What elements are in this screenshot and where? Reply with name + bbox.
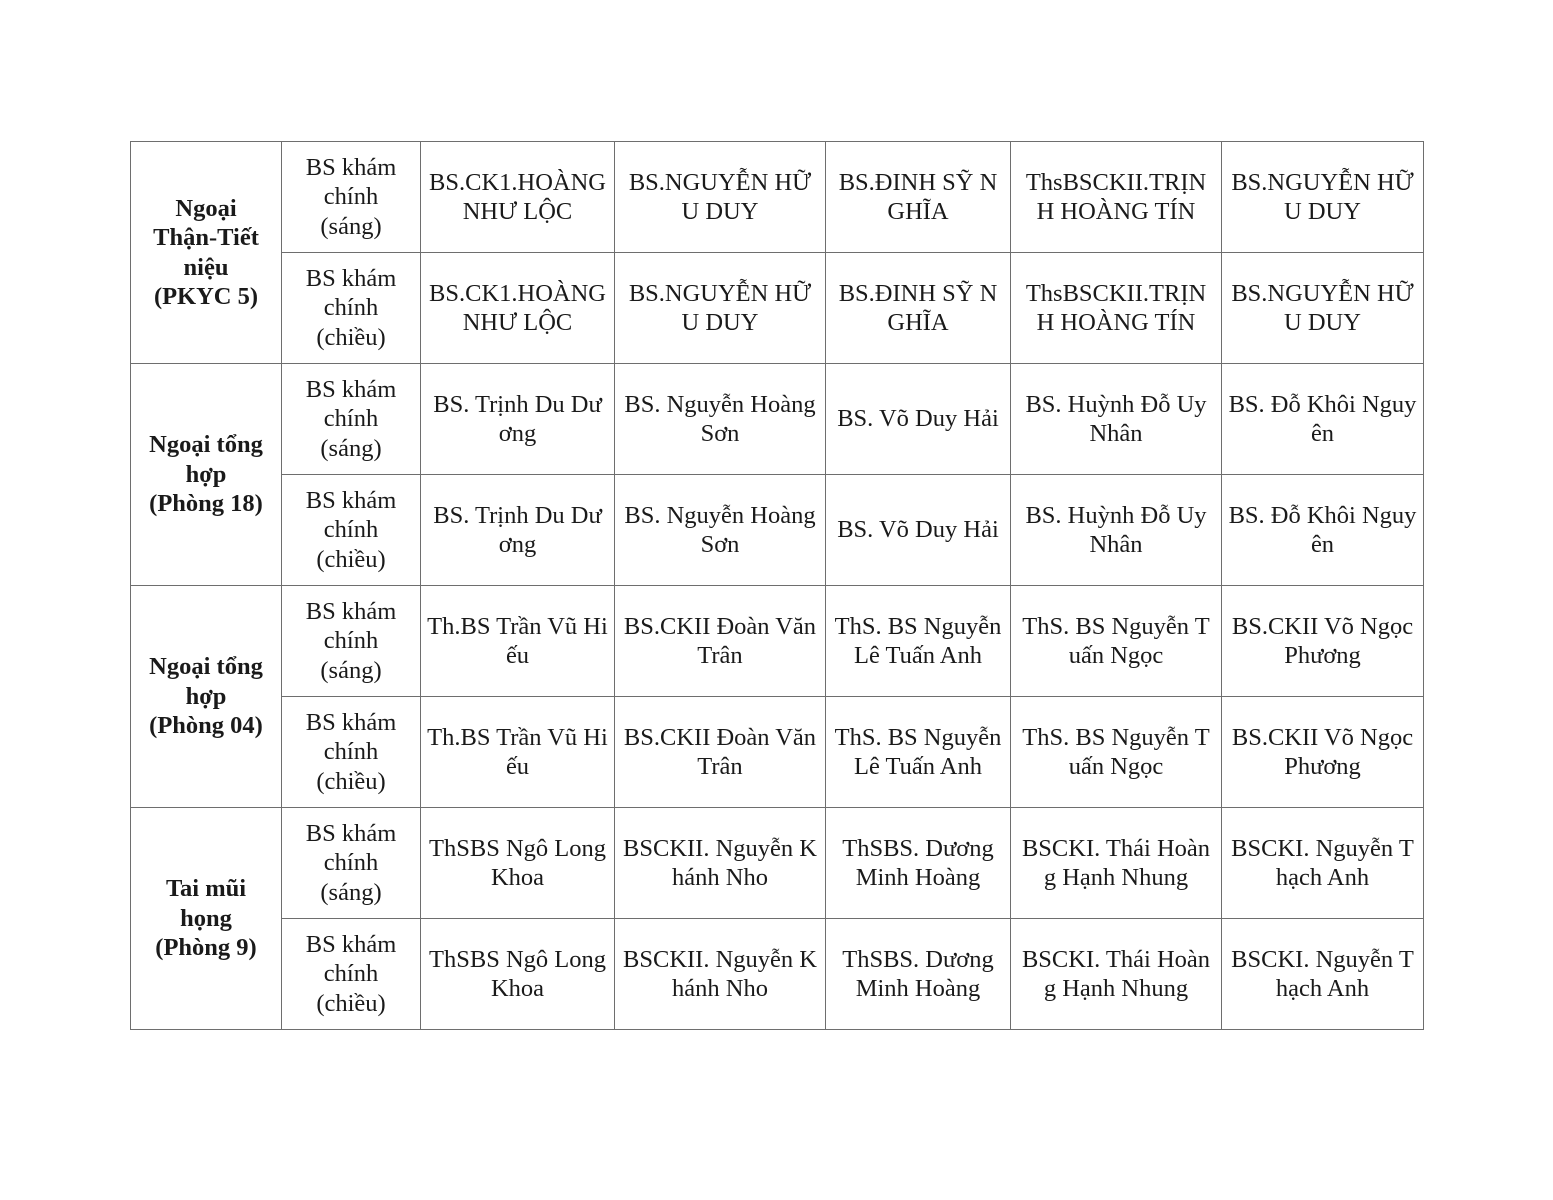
doctor-name: BSCKII. Nguyễn Khánh Nho: [623, 945, 817, 1002]
department-label: Ngoại tổng hợp (Phòng 18): [149, 431, 263, 518]
doctor-name: BS.CKII Võ Ngọc Phương: [1231, 723, 1414, 780]
schedule-table: [130, 141, 1424, 1030]
shift-label: BS khám chính (sáng): [305, 597, 397, 684]
doctor-cell: [1011, 142, 1222, 253]
doctor-cell: [421, 142, 615, 253]
doctor-name: BSCKI. Thái Hoàng Hạnh Nhung: [1021, 834, 1211, 891]
table-row: [131, 808, 1424, 919]
shift-label: BS khám chính (sáng): [305, 375, 397, 462]
doctor-cell: [1011, 253, 1222, 364]
doctor-name: BSCKI. Nguyễn Thạch Anh: [1231, 834, 1414, 891]
doctor-name: ThsBSCKII.TRỊNH HOÀNG TÍN: [1025, 168, 1207, 225]
doctor-cell: [826, 808, 1011, 919]
shift-cell: [282, 808, 421, 919]
department-cell: [131, 142, 282, 364]
doctor-name: ThS. BS Nguyễn Tuấn Ngọc: [1022, 723, 1210, 780]
doctor-name: BS.NGUYỄN HỮU DUY: [1231, 279, 1414, 336]
shift-cell: [282, 253, 421, 364]
table-row: [131, 697, 1424, 808]
doctor-cell: [421, 919, 615, 1030]
department-label: Ngoại Thận-Tiết niệu (PKYC 5): [153, 194, 259, 310]
doctor-cell: [826, 697, 1011, 808]
shift-cell: [282, 142, 421, 253]
doctor-cell: [826, 586, 1011, 697]
doctor-cell: [1222, 919, 1424, 1030]
doctor-name: BS. Võ Duy Hải: [837, 405, 999, 433]
doctor-name: BSCKI. Thái Hoàng Hạnh Nhung: [1021, 945, 1211, 1002]
schedule-body: [131, 142, 1424, 1030]
doctor-name: BS.CK1.HOÀNG NHƯ LỘC: [429, 279, 606, 336]
doctor-cell: [1011, 808, 1222, 919]
doctor-name: ThS. BS Nguyễn Tuấn Ngọc: [1022, 612, 1210, 669]
doctor-name: ThSBS Ngô Long Khoa: [429, 945, 606, 1002]
table-row: [131, 475, 1424, 586]
shift-label: BS khám chính (chiều): [305, 708, 397, 795]
table-row: [131, 364, 1424, 475]
shift-cell: [282, 475, 421, 586]
doctor-cell: [421, 808, 615, 919]
doctor-name: BS. Huỳnh Đỗ Uy Nhân: [1025, 501, 1207, 558]
table-row: [131, 253, 1424, 364]
doctor-name: BS.CK1.HOÀNG NHƯ LỘC: [429, 168, 606, 225]
doctor-cell: [615, 475, 826, 586]
doctor-name: BS.CKII Đoàn Văn Trân: [623, 723, 817, 780]
doctor-name: BS. Đỗ Khôi Nguyên: [1228, 390, 1417, 447]
department-label: Tai mũi họng (Phòng 9): [155, 875, 257, 962]
department-cell: [131, 808, 282, 1030]
doctor-cell: [1222, 253, 1424, 364]
doctor-cell: [615, 919, 826, 1030]
department-label: Ngoại tổng hợp (Phòng 04): [149, 653, 263, 740]
doctor-name: BS.ĐINH SỸ NGHĨA: [838, 168, 998, 225]
doctor-cell: [1222, 697, 1424, 808]
doctor-cell: [826, 364, 1011, 475]
table-row: [131, 586, 1424, 697]
shift-cell: [282, 697, 421, 808]
doctor-name: BS. Võ Duy Hải: [837, 516, 999, 544]
doctor-name: ThS. BS Nguyễn Lê Tuấn Anh: [834, 723, 1002, 780]
doctor-name: BS. Nguyễn Hoàng Sơn: [624, 501, 816, 558]
doctor-cell: [1222, 142, 1424, 253]
doctor-cell: [1011, 919, 1222, 1030]
doctor-cell: [1222, 475, 1424, 586]
shift-cell: [282, 919, 421, 1030]
doctor-cell: [615, 808, 826, 919]
doctor-cell: [615, 586, 826, 697]
doctor-cell: [826, 142, 1011, 253]
doctor-name: ThS. BS Nguyễn Lê Tuấn Anh: [834, 612, 1002, 669]
doctor-name: BSCKII. Nguyễn Khánh Nho: [623, 834, 817, 891]
doctor-cell: [1222, 364, 1424, 475]
doctor-name: ThSBS. Dương Minh Hoàng: [842, 945, 994, 1002]
doctor-name: ThSBS Ngô Long Khoa: [429, 834, 606, 891]
doctor-cell: [615, 142, 826, 253]
shift-label: BS khám chính (chiều): [305, 930, 397, 1017]
doctor-cell: [421, 253, 615, 364]
doctor-name: BS. Trịnh Du Dương: [433, 390, 602, 447]
doctor-cell: [615, 364, 826, 475]
doctor-cell: [421, 586, 615, 697]
doctor-name: BS. Huỳnh Đỗ Uy Nhân: [1025, 390, 1207, 447]
doctor-cell: [826, 253, 1011, 364]
doctor-name: BS.NGUYỄN HỮU DUY: [1231, 168, 1414, 225]
shift-label: BS khám chính (chiều): [305, 264, 397, 351]
doctor-cell: [421, 475, 615, 586]
shift-label: BS khám chính (sáng): [305, 819, 397, 906]
department-cell: [131, 364, 282, 586]
shift-cell: [282, 586, 421, 697]
doctor-cell: [615, 253, 826, 364]
doctor-name: ThSBS. Dương Minh Hoàng: [842, 834, 994, 891]
doctor-name: ThsBSCKII.TRỊNH HOÀNG TÍN: [1025, 279, 1207, 336]
department-cell: [131, 586, 282, 808]
doctor-name: Th.BS Trần Vũ Hiếu: [427, 723, 608, 780]
doctor-name: BSCKI. Nguyễn Thạch Anh: [1231, 945, 1414, 1002]
doctor-name: BS.NGUYỄN HỮU DUY: [628, 168, 812, 225]
doctor-cell: [421, 697, 615, 808]
doctor-cell: [1222, 808, 1424, 919]
doctor-cell: [1011, 364, 1222, 475]
shift-cell: [282, 364, 421, 475]
table-row: [131, 142, 1424, 253]
doctor-cell: [1222, 586, 1424, 697]
shift-label: BS khám chính (chiều): [305, 486, 397, 573]
doctor-name: BS.CKII Võ Ngọc Phương: [1231, 612, 1414, 669]
doctor-cell: [1011, 475, 1222, 586]
doctor-cell: [1011, 586, 1222, 697]
doctor-cell: [826, 919, 1011, 1030]
doctor-cell: [1011, 697, 1222, 808]
doctor-name: BS.CKII Đoàn Văn Trân: [623, 612, 817, 669]
doctor-cell: [826, 475, 1011, 586]
doctor-name: BS.ĐINH SỸ NGHĨA: [838, 279, 998, 336]
doctor-name: Th.BS Trần Vũ Hiếu: [427, 612, 608, 669]
doctor-cell: [421, 364, 615, 475]
doctor-cell: [615, 697, 826, 808]
table-row: [131, 919, 1424, 1030]
doctor-name: BS.NGUYỄN HỮU DUY: [628, 279, 812, 336]
doctor-name: BS. Đỗ Khôi Nguyên: [1228, 501, 1417, 558]
doctor-name: BS. Trịnh Du Dương: [433, 501, 602, 558]
doctor-name: BS. Nguyễn Hoàng Sơn: [624, 390, 816, 447]
shift-label: BS khám chính (sáng): [305, 153, 397, 240]
